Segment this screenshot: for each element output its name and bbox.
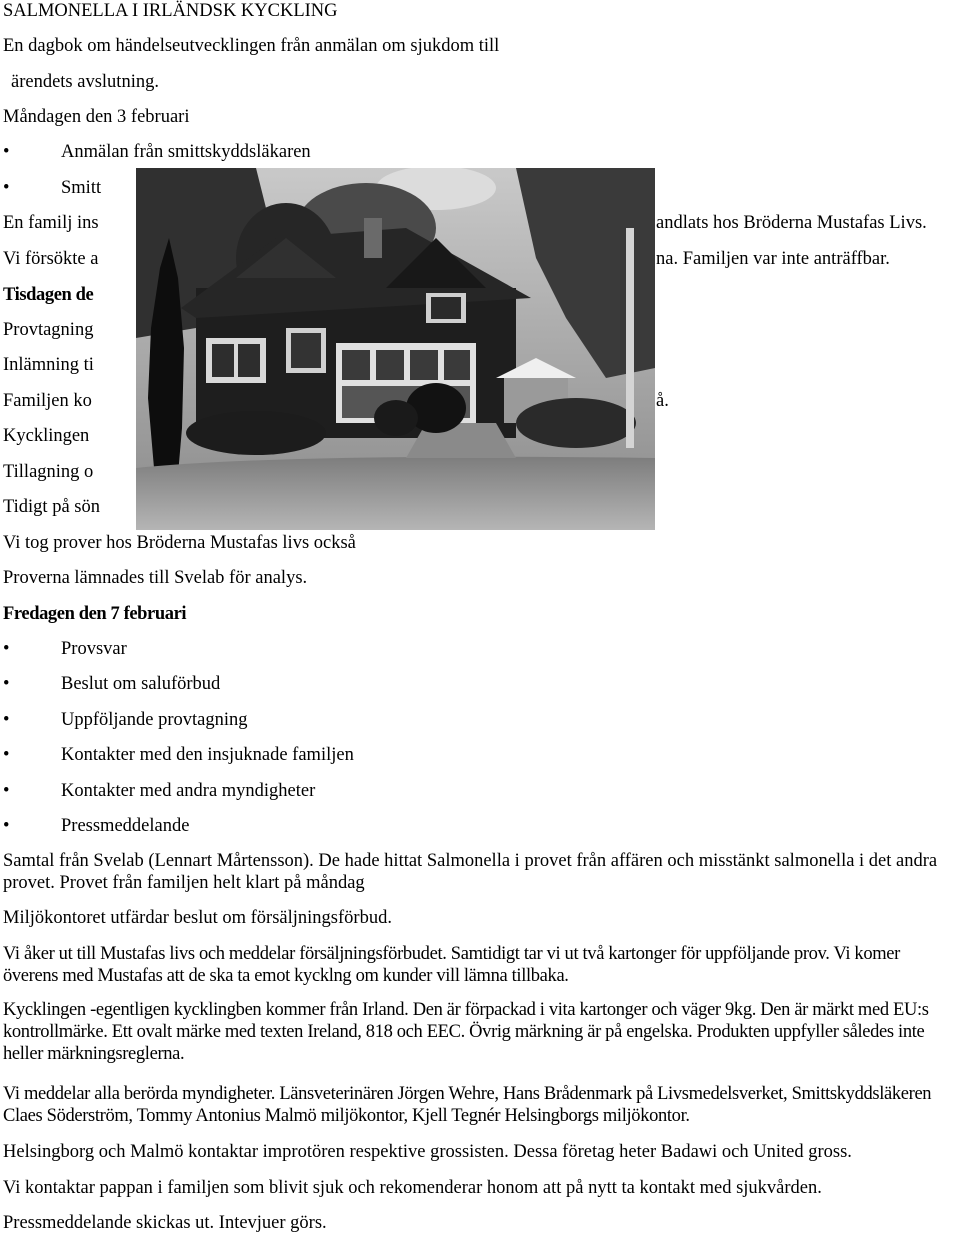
tuesday-line: Tillagning o: [3, 462, 94, 482]
monday-line-left: En familj ins: [3, 213, 99, 233]
friday-paragraph: Miljökontoret utfärdar beslut om försäljningsförbud.: [3, 908, 392, 928]
friday-bullet-text: Uppföljande provtagning: [61, 710, 248, 730]
monday-bullet-text: Smitt: [61, 178, 102, 198]
friday-paragraph: Samtal från Svelab (Lennart Mårtensson). De hade hittat Salmonella i provet från affären och misstänkt salmonella i det andra provet. Provet från familjen helt klart på måndag: [3, 851, 938, 893]
bullet-marker: •: [3, 639, 10, 659]
tuesday-line: Inlämning ti: [3, 355, 94, 375]
tuesday-line: Familjen ko: [3, 391, 92, 411]
monday-bullet-text: Anmälan från smittskyddsläkaren: [61, 142, 311, 162]
tuesday-line: Provtagning: [3, 320, 94, 340]
friday-bullet-text: Pressmeddelande: [61, 816, 190, 836]
monday-line-right: andlats hos Bröderna Mustafas Livs.: [656, 213, 927, 233]
tuesday-line: Proverna lämnades till Svelab för analys.: [3, 568, 308, 588]
bullet-marker: •: [3, 674, 10, 694]
tuesday-heading: Tisdagen de: [3, 285, 94, 305]
friday-paragraph: Pressmeddelande skickas ut. Intevjuer görs.: [3, 1213, 327, 1233]
bullet-marker: •: [3, 142, 10, 162]
house-photo: [136, 168, 655, 530]
bullet-marker: •: [3, 816, 10, 836]
bullet-marker: •: [3, 781, 10, 801]
bullet-marker: •: [3, 745, 10, 765]
house-photo-illustration: [136, 168, 655, 530]
friday-bullet-text: Kontakter med andra myndigheter: [61, 781, 316, 801]
monday-heading: Måndagen den 3 februari: [3, 107, 190, 127]
friday-heading: Fredagen den 7 februari: [3, 604, 187, 624]
intro-line-2: ärendets avslutning.: [11, 72, 159, 92]
document-title: SALMONELLA I IRLÄNDSK KYCKLING: [3, 1, 338, 21]
friday-paragraph: Vi kontaktar pappan i familjen som blivit sjuk och rekomenderar honom att på nytt ta kontakt med sjukvården.: [3, 1178, 822, 1198]
monday-line-right: na. Familjen var inte anträffbar.: [656, 249, 890, 269]
bullet-marker: •: [3, 710, 10, 730]
tuesday-line: Vi tog prover hos Bröderna Mustafas livs också: [3, 533, 356, 553]
tuesday-line: Tidigt på sön: [3, 497, 100, 517]
friday-bullet-text: Kontakter med den insjuknade familjen: [61, 745, 354, 765]
friday-paragraph: Helsingborg och Malmö kontaktar improtören respektive grossisten. Dessa företag heter Badawi och United gross.: [3, 1142, 852, 1162]
friday-bullet-text: Beslut om saluförbud: [61, 674, 221, 694]
friday-bullet-text: Provsvar: [61, 639, 127, 659]
bullet-marker: •: [3, 178, 10, 198]
friday-paragraph: Kycklingen -egentligen kycklingben kommer från Irland. Den är förpackad i vita kartonger och väger 9kg. Den är märkt med EU:s kontrollmärke. Ett ovalt märke med texten Ireland, 818 och EEC. Övrig märkning är på engelska. Produkten uppfyller således inte heller märkningsreglerna.: [3, 1000, 929, 1064]
friday-paragraph: Vi åker ut till Mustafas livs och meddelar försäljningsförbudet. Samtidigt tar vi ut två kartonger för uppföljande prov. Vi komer överens med Mustafas att de ska ta emot kycklng om kunder vill lämna tillbaka.: [3, 944, 900, 986]
monday-line-left: Vi försökte a: [3, 249, 99, 269]
friday-paragraph: Vi meddelar alla berörda myndigheter. Länsveterinären Jörgen Wehre, Hans Brådenmark på Livsmedelsverket, Smittskyddsläkeren Claes Söderström, Tommy Antonius Malmö miljökontor, Kjell Tegnér Helsingborgs miljökontor.: [3, 1084, 932, 1126]
tuesday-line: Kycklingen: [3, 426, 90, 446]
tuesday-line-right: å.: [656, 391, 669, 411]
intro-line-1: En dagbok om händelseutvecklingen från anmälan om sjukdom till: [3, 36, 500, 56]
